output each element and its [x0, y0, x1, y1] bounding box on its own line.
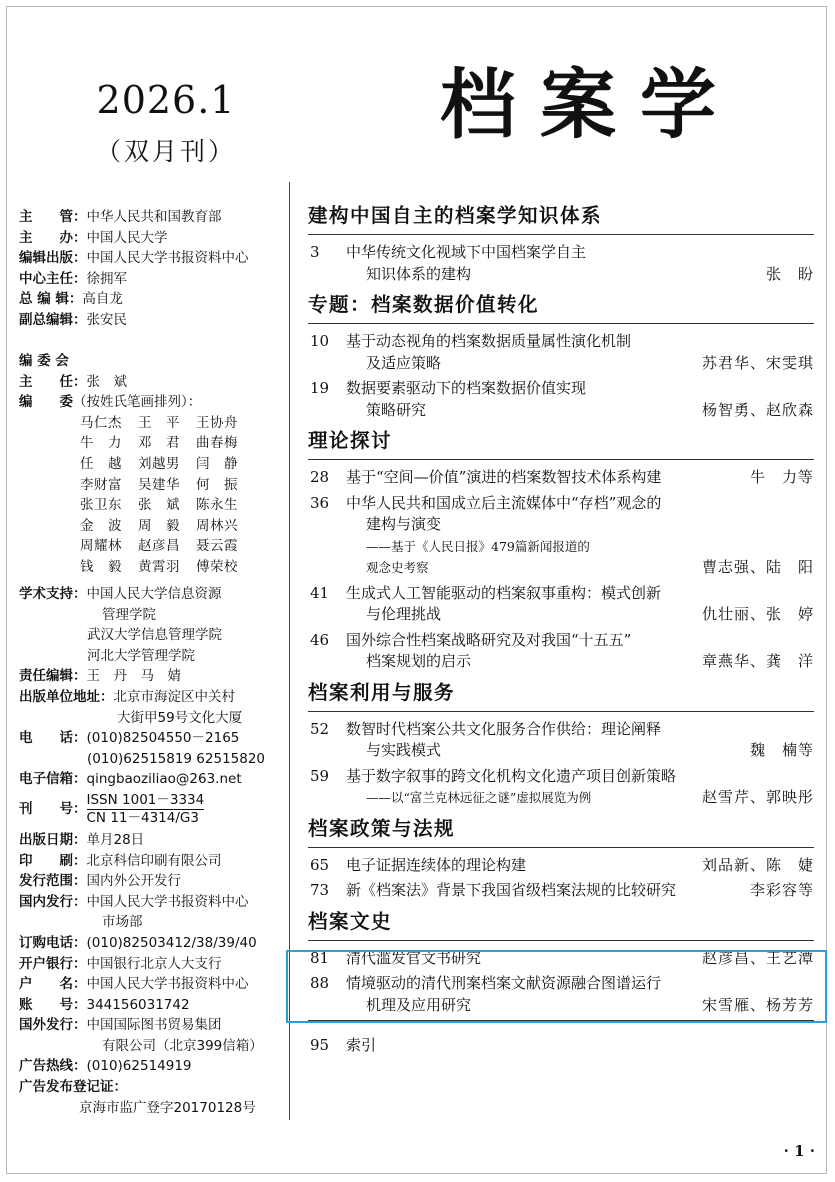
entry-authors: 刘品新、陈 婕	[701, 855, 814, 874]
committee-title: 编 委 会	[19, 353, 69, 369]
entry-title: 与实践模式	[366, 741, 442, 759]
section-heading: 建构中国自主的档案学知识体系	[308, 200, 814, 235]
member-row: 张卫东 张 斌 陈永生	[80, 497, 238, 514]
section-heading: 档案文史	[308, 906, 814, 941]
entry-title: 数据要素驱动下的档案数据价值实现	[346, 379, 587, 397]
entry-authors: 李彩容等	[749, 881, 814, 899]
toc-entry[interactable]	[308, 766, 814, 809]
domestic-distributor: 中国人民大学书报资料中心	[86, 893, 249, 910]
member-row: 李财富 吴建华 何 振	[80, 476, 238, 493]
member-row: 任 越 刘越男 闫 静	[80, 455, 238, 472]
entry-page-number: 88	[310, 974, 330, 992]
entry-page-number: 41	[310, 583, 330, 602]
member-row: 周耀林 赵彦昌 聂云霞	[80, 538, 238, 555]
entry-authors: 魏 楠等	[749, 741, 814, 759]
publication-date: 单月28日	[86, 831, 145, 848]
email-address: qingbaoziliao@263.net	[86, 771, 242, 788]
member-row: 钱 毅 黄霄羽 傅荣校	[80, 558, 238, 575]
entry-authors: 章燕华、龚 洋	[701, 652, 814, 670]
entry-title: 建构与演变	[366, 515, 442, 533]
member-row: 牛 力 邓 君 曲春梅	[80, 435, 238, 452]
entry-title: 情境驱动的清代刑案档案文献资源融合图谱运行	[346, 974, 662, 992]
entry-title: 基于“空间—价值”演进的档案数智技术体系构建	[346, 468, 662, 486]
account-name: 中国人民大学书报资料中心	[86, 976, 249, 993]
masthead-row: 主 管： 中华人民共和国教育部	[19, 209, 222, 225]
entry-subtitle: ——以“富兰克林远征之谜”虚拟展览为例	[366, 790, 592, 805]
page-number: · 1 ·	[783, 1142, 815, 1160]
entry-page-number: 73	[310, 881, 330, 899]
masthead-row: 总 编 辑： 高自龙	[19, 291, 123, 308]
toc-entry[interactable]	[308, 719, 814, 762]
entry-title: 国外综合性档案战略研究及对我国“十五五”	[346, 630, 632, 649]
editorial-committee: 编 委 会 主 任： 张 斌 编 委 （按姓氏笔画排列）： 马仁杰 王 平 王协舟 牛 力 邓 君 曲春梅 任 越 刘越男 闫 静 李财富 吴建华 何 振 张卫东 张 斌 陈永生 金 波 周 毅 周林兴 周耀林 赵彦昌 聂云霞 钱 毅 黄霄羽 傅荣校	[19, 351, 254, 578]
entry-authors: 张 盼	[765, 264, 814, 283]
toc-entry[interactable]	[308, 331, 814, 374]
entry-page-number: 3	[310, 243, 320, 261]
issue-number: 2026.1	[96, 78, 236, 122]
toc-entry[interactable]	[308, 880, 814, 902]
entry-authors: 牛 力等	[749, 468, 814, 486]
issn-block: ISSN 1001－3334 CN 11－4314/G3	[86, 791, 205, 826]
entry-authors: 宋雪雁、杨芳芳	[701, 995, 814, 1014]
masthead-info	[19, 207, 249, 331]
publisher-address: 北京市海淀区中关村	[113, 688, 235, 705]
entry-title: 及适应策略	[366, 353, 442, 372]
entry-title: 索引	[346, 1036, 377, 1054]
toc-entry[interactable]	[308, 467, 814, 489]
toc-entry[interactable]	[308, 493, 814, 579]
entry-title: 基于数字叙事的跨文化机构文化遗产项目创新策略	[346, 766, 677, 785]
entry-page-number: 59	[310, 766, 330, 785]
toc-entry[interactable]	[308, 242, 814, 285]
entry-authors: 苏君华、宋雯琪	[701, 353, 814, 372]
entry-authors: 仇壮丽、张 婷	[701, 605, 814, 623]
entry-title: 与伦理挑战	[366, 605, 442, 623]
section-heading: 档案利用与服务	[308, 677, 814, 712]
section-heading: 档案政策与法规	[308, 813, 814, 848]
order-phone: (010)82503412/38/39/40	[86, 934, 257, 951]
entry-authors: 曹志强、陆 阳	[701, 558, 814, 576]
printer: 北京科信印刷有限公司	[86, 852, 222, 869]
section-heading: 专题：档案数据价值转化	[308, 289, 814, 324]
academic-support: 中国人民大学信息资源	[86, 586, 222, 602]
entry-title: 数智时代档案公共文化服务合作供给：理论阐释	[346, 719, 662, 738]
distribution-scope: 国内外公开发行	[86, 873, 181, 890]
masthead-row: 中心主任： 徐拥军	[19, 270, 127, 287]
publication-frequency: （双月刊）	[96, 137, 237, 166]
journal-title: 档案学	[440, 60, 740, 149]
masthead-row: 主 办： 中国人民大学	[19, 229, 168, 246]
bank: 中国银行北京人大支行	[86, 955, 222, 972]
masthead-row: 副总编辑： 张安民	[19, 311, 127, 328]
entry-title: 基于动态视角的档案数据质量属性演化机制	[346, 332, 632, 350]
entry-page-number: 10	[310, 332, 330, 350]
entry-title: 中华人民共和国成立后主流媒体中“存档”观念的	[346, 493, 662, 512]
entry-page-number: 52	[310, 719, 330, 738]
entry-page-number: 95	[310, 1036, 330, 1054]
entry-authors: 杨智勇、赵欣森	[701, 400, 814, 419]
toc-entry[interactable]	[308, 583, 814, 626]
ad-registration: 京海市监广登字20170128号	[79, 1099, 256, 1116]
phone-number: (010)82504550－2165	[86, 730, 240, 747]
entry-title: 清代滥发官文书研究	[346, 948, 482, 967]
table-of-contents	[308, 200, 814, 1061]
foreign-distributor: 中国国际图书贸易集团	[86, 1017, 222, 1034]
entry-page-number: 65	[310, 855, 330, 874]
toc-entry[interactable]	[308, 378, 814, 421]
entry-page-number: 36	[310, 493, 330, 512]
publication-details: 学术支持： 中国人民大学信息资源 管理学院 武汉大学信息管理学院 河北大学管理学院 责任编辑： 王 丹 马 婧 出版单位地址： 北京市海淀区中关村 大街甲59号文化大厦 电 话： (010)82504550－2165 (010)62515819 62515820 电子信箱： qingbaoziliao@263.net 刊 号： ISSN 1001－3334 CN 11－4314/G3 出版日期： 单月28日 印 刷： 北京科信印刷有限公司 发行范围： 国内外公开发行 国内发行： 中国人民大学书报资料中心 市场部 订购电话： (010)82503412/38/39/40 开户银行： 中国银行北京人大支行 户 名： 中国人民大学书报资料中心 账 号： 344156031742 国外发行： 中国国际图书贸易集团 有限公司（北京399信箱） 广告热线： (010)62514919 广告发布登记证： 京海市监广登字20170128号	[19, 584, 265, 1118]
entry-title: 生成式人工智能驱动的档案叙事重构：模式创新	[346, 583, 662, 602]
committee-chair: 张 斌	[86, 373, 127, 390]
entry-authors: 赵彦昌、王艺潭	[701, 948, 814, 967]
ad-hotline: (010)62514919	[86, 1058, 192, 1075]
entry-title: 中华传统文化视域下中国档案学自主	[346, 243, 587, 261]
entry-subtitle: ——基于《人民日报》479篇新闻报道的	[366, 538, 590, 554]
entry-authors: 赵雪芹、郭映彤	[701, 788, 814, 806]
entry-title: 策略研究	[366, 400, 427, 419]
committee-members	[80, 413, 254, 578]
entry-title: 机理及应用研究	[366, 995, 472, 1014]
account-number: 344156031742	[86, 996, 190, 1013]
entry-page-number: 81	[310, 948, 330, 967]
entry-page-number: 46	[310, 630, 330, 649]
entry-title: 档案规划的启示	[366, 652, 472, 670]
toc-entry[interactable]	[308, 1035, 814, 1057]
toc-entry[interactable]	[308, 630, 814, 673]
member-row: 金 波 周 毅 周林兴	[80, 517, 238, 534]
entry-page-number: 28	[310, 468, 330, 486]
member-row: 马仁杰 王 平 王协舟	[80, 414, 238, 431]
entry-title: 新《档案法》背景下我国省级档案法规的比较研究	[346, 881, 677, 899]
section-heading: 理论探讨	[308, 425, 814, 460]
highlight-box	[286, 950, 827, 1023]
responsible-editor: 王 丹 马 婧	[86, 668, 181, 685]
entry-page-number: 19	[310, 379, 330, 397]
entry-subtitle: 观念史考察	[366, 560, 429, 575]
toc-entry[interactable]	[308, 855, 814, 877]
masthead-row: 编辑出版： 中国人民大学书报资料中心	[19, 250, 249, 267]
entry-title: 电子证据连续体的理论构建	[346, 855, 527, 874]
entry-title: 知识体系的建构	[366, 264, 472, 283]
